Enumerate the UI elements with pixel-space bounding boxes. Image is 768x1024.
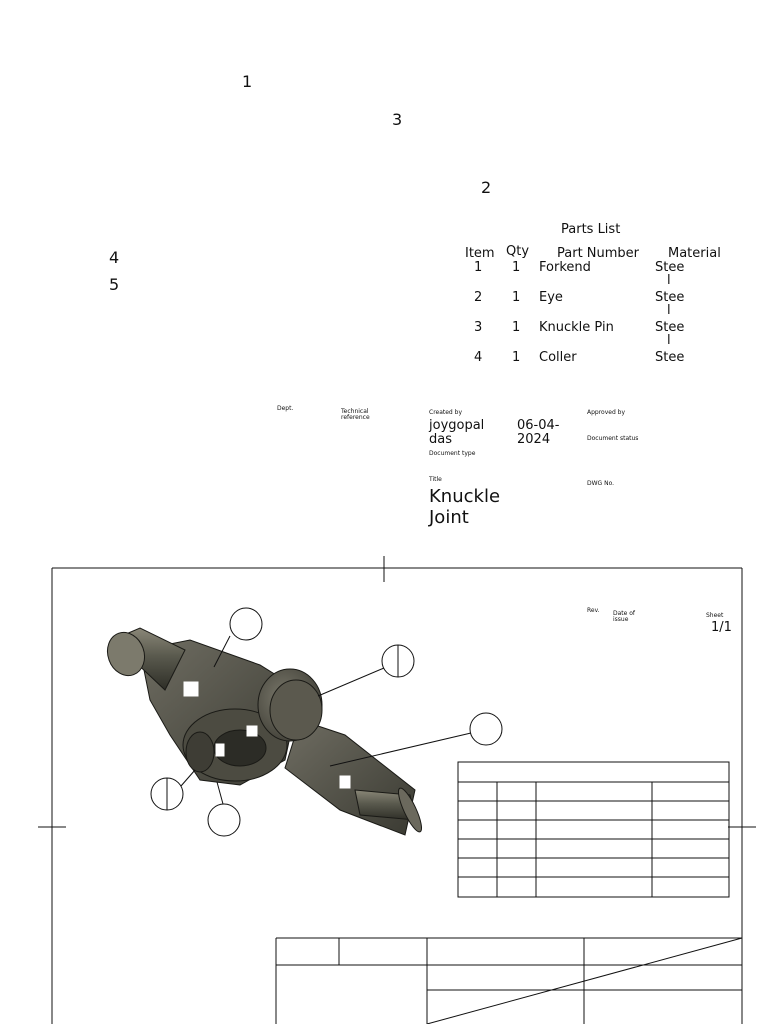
balloon-number-1: 1 [242, 72, 253, 91]
header-part-number: Part Number [557, 246, 640, 261]
created-by-label: Created by [429, 409, 463, 416]
dept-label: Dept. [277, 405, 294, 412]
header-item: Item [465, 246, 495, 261]
header-material: Material [668, 246, 721, 261]
technical-reference-label: Technical reference [341, 408, 370, 421]
balloon-number-4: 4 [109, 248, 120, 267]
callout-balloon [230, 608, 262, 640]
row-material: Stee [655, 350, 685, 365]
sheet-label: Sheet [706, 612, 724, 619]
drawing-title: Knuckle Joint [429, 486, 501, 528]
parts-list-table-grid [458, 762, 729, 897]
row-material-wrap: l [667, 303, 671, 318]
callout-balloon [208, 804, 240, 836]
row-material: Stee [655, 260, 685, 275]
date-value: 06-04-2024 [517, 418, 560, 447]
row-item: 1 [474, 260, 483, 275]
knuckle-joint-isometric-view [102, 627, 426, 835]
row-material-wrap: l [667, 333, 671, 348]
row-qty: 1 [512, 350, 521, 365]
title-label: Title [429, 476, 442, 483]
row-part-number: Eye [539, 290, 563, 305]
callout-balloon [470, 713, 502, 745]
dwg-no-label: DWG No. [587, 480, 615, 487]
document-status-label: Document status [587, 435, 639, 442]
sheet-value: 1/1 [711, 620, 732, 635]
created-by-value: joygopal das [429, 418, 485, 447]
row-item: 2 [474, 290, 483, 305]
approved-by-label: Approved by [587, 409, 626, 416]
row-qty: 1 [512, 260, 521, 275]
rev-label: Rev. [587, 607, 600, 614]
balloon-number-3: 3 [392, 110, 403, 129]
balloon-number-2: 2 [481, 178, 492, 197]
row-qty: 1 [512, 320, 521, 335]
row-item: 4 [474, 350, 483, 365]
row-part-number: Coller [539, 350, 577, 365]
row-material: Stee [655, 290, 685, 305]
row-material-wrap: l [667, 273, 671, 288]
row-item: 3 [474, 320, 483, 335]
row-part-number: Knuckle Pin [539, 320, 614, 335]
title-block-grid [276, 938, 742, 1024]
row-material: Stee [655, 320, 685, 335]
row-qty: 1 [512, 290, 521, 305]
header-qty: Qty [506, 244, 530, 259]
row-part-number: Forkend [539, 260, 591, 275]
parts-list-title: Parts List [561, 222, 621, 237]
date-of-issue-label: Date of issue [613, 610, 636, 623]
balloon-number-5: 5 [109, 275, 120, 294]
document-type-label: Document type [429, 450, 476, 457]
